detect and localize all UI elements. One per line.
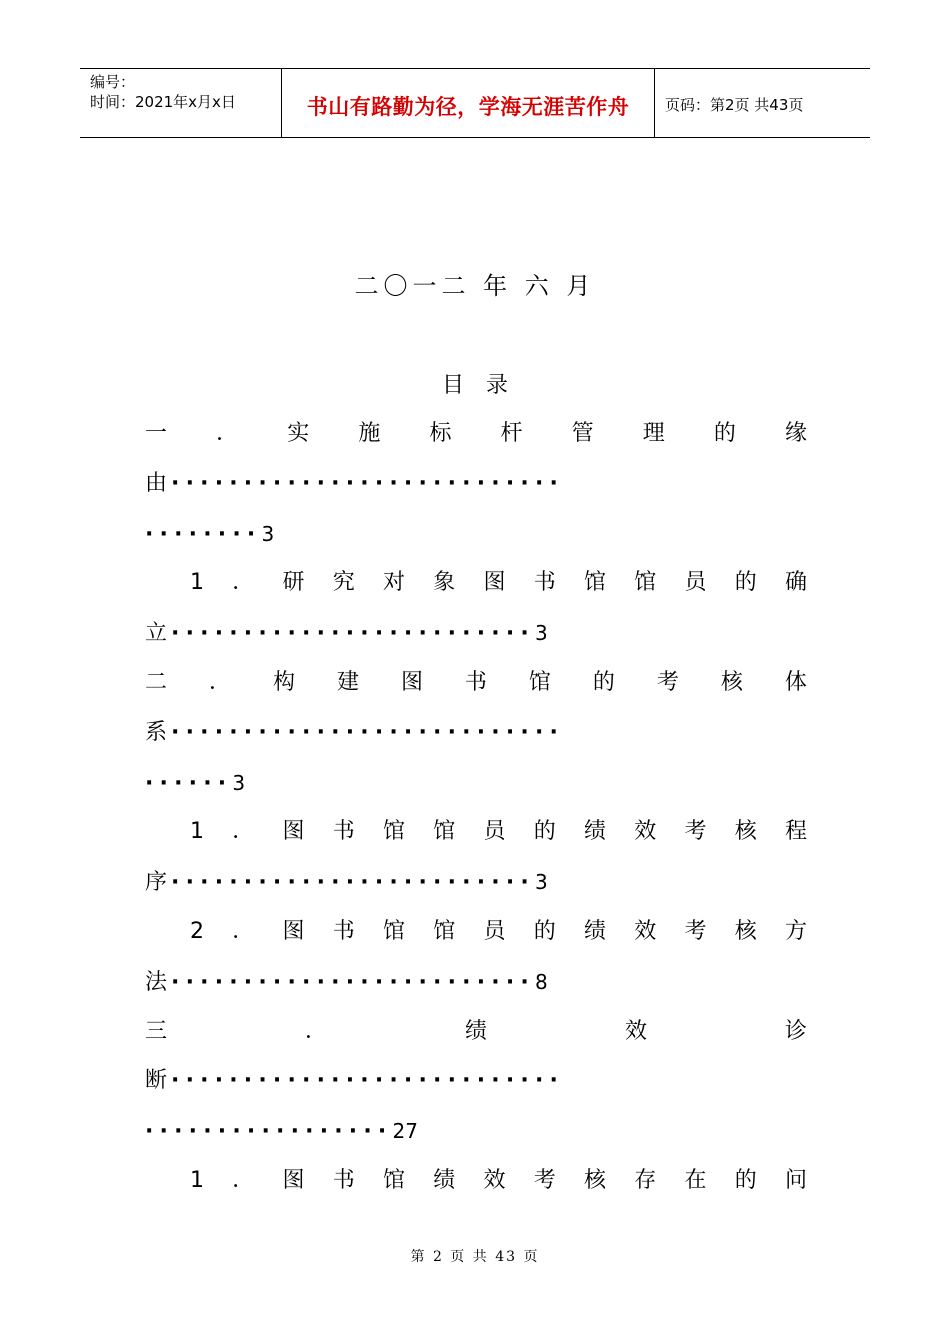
toc-entry-char: 缘 [784,421,807,446]
dot-leader: ························· [171,870,535,896]
header-page-cell [655,69,870,137]
toc-entry-char: 效 [483,1168,506,1193]
toc-entry-char: 效 [624,1018,647,1044]
toc-entry-heading[interactable] [190,816,807,848]
dot-leader: ··························· [171,1068,565,1094]
toc-entry-heading[interactable] [145,667,807,699]
toc-entry-leader-continued[interactable] [145,1115,807,1147]
toc-entry-char: 2 [190,919,204,944]
dot-leader: ······ [145,770,233,796]
toc-page-number: 3 [261,521,275,546]
toc-entry-tail-char: 由 [145,470,168,496]
toc-entry-char: 图 [282,1168,305,1193]
toc-entry-heading[interactable] [145,1016,807,1048]
toc-entry-char: 实 [287,421,310,446]
toc-page-number: 8 [534,969,548,994]
toc-entry-char: 三 [145,1018,168,1044]
toc-entry-char: 建 [336,670,359,695]
toc-entry-char: 员 [684,570,707,596]
toc-title: 目录 [441,373,530,398]
toc-entry-char: 1 [190,570,204,596]
toc-entry-char: 绩 [583,919,606,944]
toc-entry-heading[interactable] [190,916,807,948]
toc-entry-char: 核 [734,919,757,944]
toc-entry-char: 标 [429,421,452,446]
dot-leader: ··························· [171,470,565,496]
toc-entry-char: 存 [634,1168,657,1193]
page-label: 页码：第2页 共43页 [665,96,804,114]
toc-entry-char: 核 [720,670,743,695]
toc-entry-char: 诊 [784,1018,807,1044]
toc-entry-tail-char: 序 [145,870,168,896]
toc-entry-char: 馆 [382,1168,405,1193]
date-line: 二〇一二 年 六 月 [354,272,596,300]
toc-page-number: 3 [232,770,246,795]
toc-entry-char: 的 [734,1168,757,1193]
toc-page-number: 27 [392,1119,418,1144]
toc-entry-char: 理 [642,421,665,446]
toc-entry-heading[interactable] [190,1165,807,1197]
toc-entry-heading[interactable] [145,418,807,450]
page-footer: 第 2 页 共 43 页 [410,1249,540,1265]
toc-entry-char: 馆 [583,570,606,596]
toc-entry-char: 书 [533,570,556,596]
toc-entry-leader[interactable] [145,966,807,998]
toc-entry-char: 绩 [583,819,606,845]
toc-entry-char: 效 [634,819,657,845]
toc-entry-char: 图 [282,819,305,845]
toc-entry-char: 馆 [433,819,456,845]
toc-entry-char: 馆 [433,919,456,944]
toc-entry-char: 体 [784,670,807,695]
toc-entry-char: 图 [282,919,305,944]
page-header [80,68,870,138]
toc-entry-char: 馆 [528,670,551,695]
number-label: 编号： [90,73,136,91]
toc-entry-char: 的 [713,421,736,446]
toc-entry-char: 的 [592,670,615,695]
toc-entry-char: ． [232,819,255,845]
toc-entry-char: 员 [483,919,506,944]
motto: 书山有路勤为径，学海无涯苦作舟 [306,95,630,119]
toc-entry-tail-char: 断 [145,1068,168,1094]
toc-entry-char: 管 [571,421,594,446]
header-meta-cell [80,69,281,137]
toc-entry-char: 核 [734,819,757,845]
toc-entry-tail-char: 法 [145,969,168,995]
toc-entry-char: 的 [533,819,556,845]
toc-entry-char: 的 [533,919,556,944]
toc-entry-char: 在 [684,1168,707,1193]
toc-entry-char: ． [208,670,231,695]
toc-entry-char: 书 [464,670,487,695]
toc-entry-char: 考 [533,1168,556,1193]
toc-entry-char: ． [232,1168,255,1193]
toc-entry-char: 研 [282,570,305,596]
toc-entry-char: 1 [190,1168,204,1193]
toc-entry-leader[interactable] [145,866,807,898]
toc-entry-char: 1 [190,819,204,845]
toc-entry-char: 图 [400,670,423,695]
toc-entry-char: 一 [145,421,168,446]
toc-page-number: 3 [534,870,548,895]
toc-entry-char: 究 [332,570,355,596]
toc-entry-char: 员 [483,819,506,845]
toc-entry-heading[interactable] [190,567,807,599]
toc-entry-leader-continued[interactable] [145,767,807,799]
toc-entry-char: 确 [784,570,807,596]
toc-entry-tail-char: 立 [145,621,168,647]
toc-entry-leader[interactable] [145,1065,807,1097]
toc-entry-char: 图 [483,570,506,596]
toc-entry-char: 馆 [382,919,405,944]
toc-entry-char: 书 [332,919,355,944]
toc-entry-char: 方 [784,919,807,944]
toc-entry-char: 杆 [500,421,523,446]
dot-leader: ··························· [171,719,565,745]
toc-entry-leader[interactable] [145,617,807,649]
time-label: 时间：2021年x月x日 [90,93,236,111]
dot-leader: ························· [171,621,535,647]
toc-entry-char: 构 [272,670,295,695]
toc-page-number: 3 [534,621,548,646]
toc-entry-char: 程 [784,819,807,845]
toc-entry-char: ． [216,421,239,446]
toc-entry-char: 绩 [433,1168,456,1193]
toc-entry-char: 书 [332,1168,355,1193]
toc-entry-char: 馆 [634,570,657,596]
toc-entry-char: 二 [145,670,168,695]
toc-entry-char: 问 [784,1168,807,1193]
toc-entry-char: ． [232,570,255,596]
toc-entry-leader[interactable] [145,717,807,749]
toc-entry-char: 对 [382,570,405,596]
toc-entry-char: ． [304,1018,327,1044]
toc-entry-char: 馆 [382,819,405,845]
dot-leader: ················· [145,1119,393,1145]
toc-entry-char: 考 [684,819,707,845]
toc-entry-char: 施 [358,421,381,446]
toc-entry-char: 核 [583,1168,606,1193]
toc-entry-char: 考 [656,670,679,695]
toc-entry-char: 的 [734,570,757,596]
toc-entry-char: 象 [433,570,456,596]
dot-leader: ························· [171,969,535,995]
toc-entry-char: ． [232,919,255,944]
toc-entry-char: 效 [634,919,657,944]
toc-entry-leader[interactable] [145,468,807,500]
toc-entry-leader-continued[interactable] [145,518,807,550]
toc-entry-tail-char: 系 [145,719,168,745]
toc-entry-char: 书 [332,819,355,845]
header-motto-cell [281,69,655,137]
toc-entry-char: 考 [684,919,707,944]
dot-leader: ········ [145,521,262,547]
toc-entry-char: 绩 [464,1018,487,1044]
